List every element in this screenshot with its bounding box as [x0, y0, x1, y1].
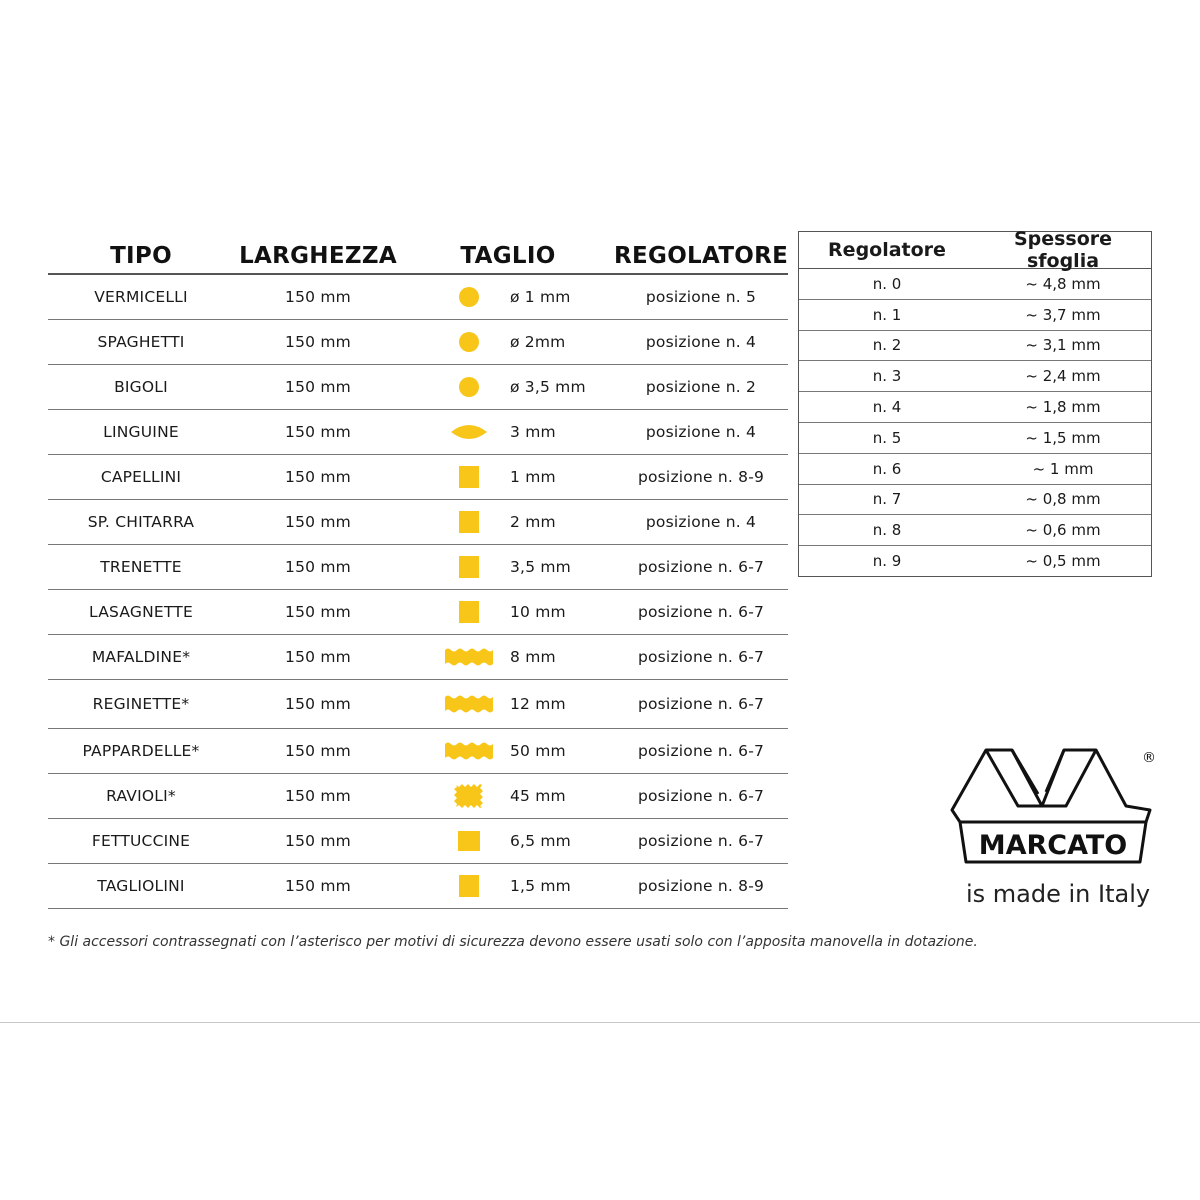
- cell-larghezza: 150 mm: [285, 513, 351, 531]
- lens-cut-icon: [438, 424, 500, 440]
- cell-tipo: MAFALDINE*: [91, 648, 191, 666]
- cut-size: ø 1 mm: [510, 288, 571, 306]
- cell-taglio: [402, 556, 614, 578]
- cut-size: 45 mm: [510, 787, 566, 805]
- cell-taglio: [402, 423, 614, 441]
- cell-taglio: [402, 694, 614, 714]
- cell-larghezza: 150 mm: [285, 877, 351, 895]
- pasta-table: [48, 225, 788, 909]
- table-row: [48, 864, 788, 909]
- round-cut-icon: [438, 330, 500, 354]
- cell-position: n. 4: [872, 398, 902, 417]
- cell-thickness: ~ 3,1 mm: [1025, 336, 1101, 355]
- wavy-cut-icon: [438, 741, 500, 761]
- cell-larghezza: 150 mm: [285, 423, 351, 441]
- cell-tipo: SP. CHITARRA: [87, 513, 195, 531]
- cell-thickness: ~ 1 mm: [1032, 459, 1094, 478]
- cut-size: 12 mm: [510, 695, 566, 713]
- thickness-row: [799, 269, 1151, 300]
- thickness-row: [799, 361, 1151, 392]
- cell-regolatore: posizione n. 6-7: [637, 787, 765, 805]
- cell-tipo: SPAGHETTI: [97, 333, 185, 351]
- cell-thickness: ~ 0,6 mm: [1025, 521, 1101, 540]
- header-spessore: Spessore sfoglia: [1013, 228, 1113, 272]
- thickness-row: [799, 300, 1151, 331]
- cell-regolatore: posizione n. 6-7: [637, 742, 765, 760]
- thickness-row: [799, 392, 1151, 423]
- cell-thickness: ~ 0,5 mm: [1025, 552, 1101, 571]
- zigzag-cut-icon: [438, 783, 500, 809]
- cell-position: n. 0: [872, 274, 902, 293]
- footnote: * Gli accessori contrassegnati con l’asterisco per motivi di sicurezza devono essere usati solo con l’apposita manovella in dotazione.: [48, 934, 978, 950]
- cell-larghezza: 150 mm: [285, 468, 351, 486]
- cell-regolatore: posizione n. 6-7: [637, 832, 765, 850]
- table-row: [48, 590, 788, 635]
- cell-larghezza: 150 mm: [285, 603, 351, 621]
- cell-thickness: ~ 3,7 mm: [1025, 305, 1101, 324]
- cell-position: n. 5: [872, 428, 902, 447]
- header-tipo: TIPO: [110, 243, 172, 269]
- table-row: [48, 365, 788, 410]
- round-cut-icon: [438, 285, 500, 309]
- thickness-table-header: [799, 228, 1151, 272]
- square-cut-icon: [438, 511, 500, 533]
- cell-regolatore: posizione n. 6-7: [637, 603, 765, 621]
- cell-tipo: CAPELLINI: [100, 468, 182, 486]
- square-cut-icon: [438, 875, 500, 897]
- rect-cut-icon: [438, 831, 500, 851]
- wavy-cut-icon: [438, 694, 500, 714]
- table-row: [48, 774, 788, 819]
- bottom-divider: [0, 1022, 1200, 1023]
- cell-taglio: [402, 466, 614, 488]
- header-regolatore: REGOLATORE: [614, 243, 789, 269]
- cut-size: 6,5 mm: [510, 832, 571, 850]
- table-row: [48, 275, 788, 320]
- cell-thickness: ~ 1,5 mm: [1025, 428, 1101, 447]
- table-row: [48, 680, 788, 729]
- cell-taglio: [402, 285, 614, 309]
- cell-thickness: ~ 1,8 mm: [1025, 398, 1101, 417]
- cut-size: 1,5 mm: [510, 877, 571, 895]
- cut-size: 8 mm: [510, 648, 556, 666]
- cut-size: ø 3,5 mm: [510, 378, 586, 396]
- table-row: [48, 729, 788, 774]
- cell-larghezza: 150 mm: [285, 333, 351, 351]
- table-row: [48, 410, 788, 455]
- cell-taglio: [402, 783, 614, 809]
- cell-regolatore: posizione n. 6-7: [637, 695, 765, 713]
- cell-regolatore: posizione n. 4: [645, 333, 757, 351]
- cell-position: n. 8: [872, 521, 902, 540]
- cut-size: 3 mm: [510, 423, 556, 441]
- table-row: [48, 455, 788, 500]
- thickness-row: [799, 546, 1151, 576]
- cut-size: ø 2mm: [510, 333, 566, 351]
- cell-taglio: [402, 375, 614, 399]
- cell-regolatore: posizione n. 5: [645, 288, 757, 306]
- marcato-logo: [946, 744, 1160, 874]
- header-larghezza: LARGHEZZA: [239, 243, 397, 269]
- cell-tipo: RAVIOLI*: [106, 787, 176, 805]
- table-row: [48, 819, 788, 864]
- cut-size: 10 mm: [510, 603, 566, 621]
- square-cut-icon: [438, 601, 500, 623]
- cell-larghezza: 150 mm: [285, 832, 351, 850]
- thickness-table-body: [799, 269, 1151, 576]
- cell-larghezza: 150 mm: [285, 288, 351, 306]
- table-row: [48, 545, 788, 590]
- thickness-table: [798, 228, 1152, 577]
- cut-size: 2 mm: [510, 513, 556, 531]
- cut-size: 50 mm: [510, 742, 566, 760]
- cut-size: 1 mm: [510, 468, 556, 486]
- cell-regolatore: posizione n. 8-9: [637, 468, 765, 486]
- cell-position: n. 3: [872, 367, 902, 386]
- cut-size: 3,5 mm: [510, 558, 571, 576]
- cell-taglio: [402, 601, 614, 623]
- cell-position: n. 2: [872, 336, 902, 355]
- cell-taglio: [402, 831, 614, 851]
- table-row: [48, 635, 788, 680]
- cell-tipo: LASAGNETTE: [89, 603, 193, 621]
- cell-tipo: FETTUCCINE: [91, 832, 191, 850]
- cell-tipo: BIGOLI: [114, 378, 168, 396]
- cell-regolatore: posizione n. 6-7: [637, 648, 765, 666]
- cell-larghezza: 150 mm: [285, 648, 351, 666]
- cell-tipo: VERMICELLI: [94, 288, 188, 306]
- wavy-cut-icon: [438, 647, 500, 667]
- cell-larghezza: 150 mm: [285, 695, 351, 713]
- cell-taglio: [402, 741, 614, 761]
- table-row: [48, 320, 788, 365]
- cell-larghezza: 150 mm: [285, 378, 351, 396]
- cell-larghezza: 150 mm: [285, 558, 351, 576]
- pasta-table-header: [48, 225, 788, 275]
- thickness-row: [799, 331, 1151, 362]
- thickness-row: [799, 515, 1151, 546]
- cell-taglio: [402, 511, 614, 533]
- cell-position: n. 1: [872, 305, 902, 324]
- cell-tipo: REGINETTE*: [92, 695, 190, 713]
- cell-position: n. 6: [872, 459, 902, 478]
- table-row: [48, 500, 788, 545]
- header-taglio: TAGLIO: [460, 243, 556, 269]
- cell-thickness: ~ 2,4 mm: [1025, 367, 1101, 386]
- cell-taglio: [402, 647, 614, 667]
- cell-position: n. 7: [872, 490, 902, 509]
- thickness-row: [799, 423, 1151, 454]
- cell-tipo: LINGUINE: [103, 423, 179, 441]
- logo-brand: MARCATO: [978, 830, 1128, 861]
- cell-tipo: TRENETTE: [100, 558, 182, 576]
- cell-larghezza: 150 mm: [285, 742, 351, 760]
- cell-regolatore: posizione n. 2: [645, 378, 757, 396]
- cell-thickness: ~ 4,8 mm: [1025, 274, 1101, 293]
- cell-tipo: TAGLIOLINI: [97, 877, 185, 895]
- cell-larghezza: 150 mm: [285, 787, 351, 805]
- cell-regolatore: posizione n. 4: [645, 513, 757, 531]
- cell-tipo: PAPPARDELLE*: [82, 742, 200, 760]
- square-cut-icon: [438, 466, 500, 488]
- cell-regolatore: posizione n. 8-9: [637, 877, 765, 895]
- thickness-row: [799, 485, 1151, 516]
- thickness-row: [799, 454, 1151, 485]
- cell-thickness: ~ 0,8 mm: [1025, 490, 1101, 509]
- registered-mark: ®: [1142, 750, 1156, 766]
- cell-taglio: [402, 330, 614, 354]
- cell-regolatore: posizione n. 6-7: [637, 558, 765, 576]
- cell-regolatore: posizione n. 4: [645, 423, 757, 441]
- header-regolatore-side: Regolatore: [828, 239, 946, 261]
- cell-taglio: [402, 875, 614, 897]
- logo-tagline: is made in Italy: [966, 880, 1151, 908]
- square-cut-icon: [438, 556, 500, 578]
- round-cut-icon: [438, 375, 500, 399]
- pasta-table-body: [48, 275, 788, 909]
- cell-position: n. 9: [872, 552, 902, 571]
